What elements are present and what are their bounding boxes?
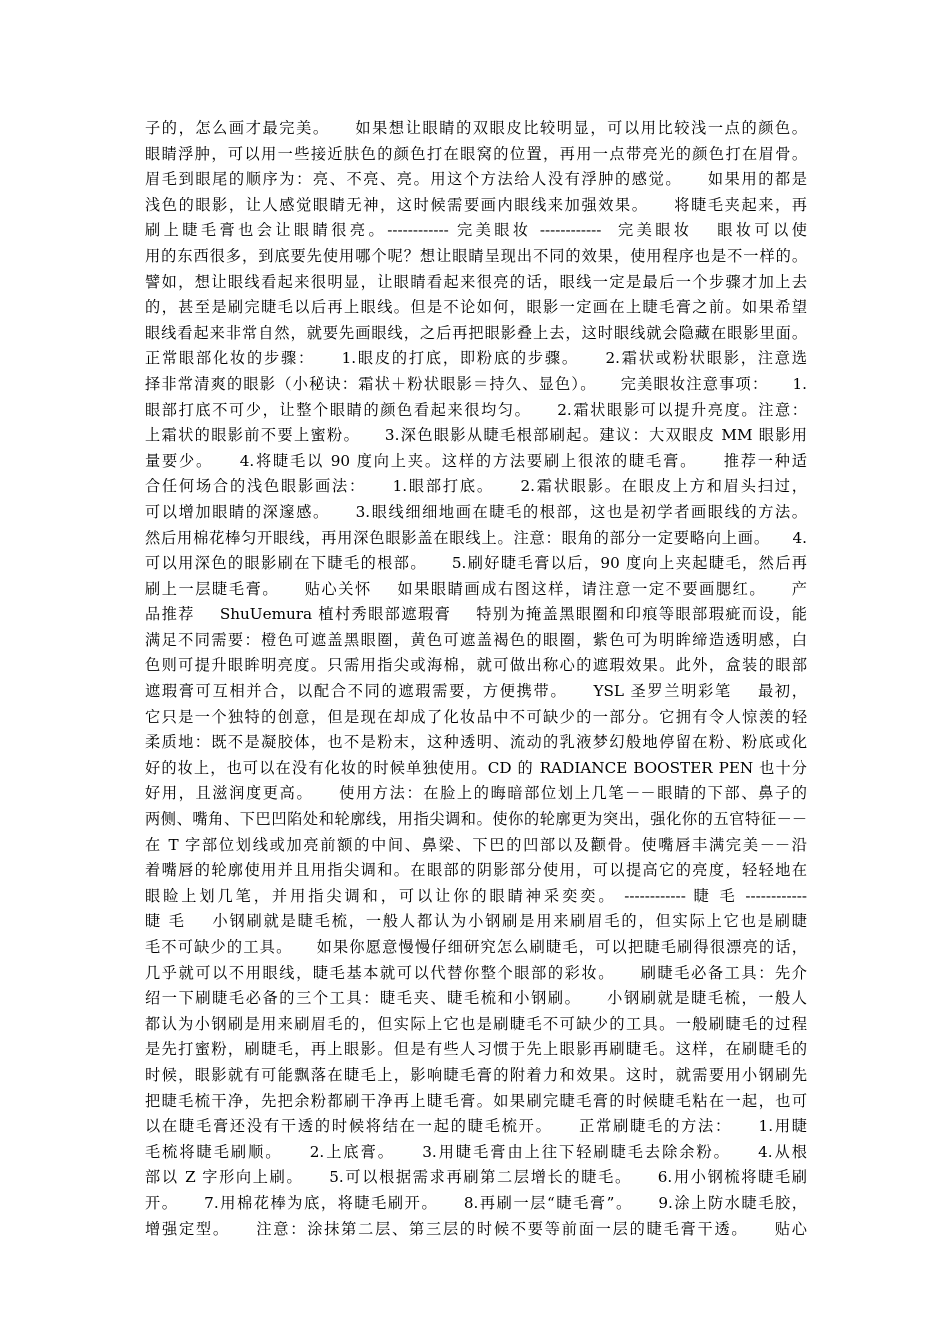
text-line: 遮瑕膏可互相并合，以配合不同的遮瑕需要，方便携带。 YSL 圣罗兰明彩笔 最初， xyxy=(145,682,807,701)
body-text xyxy=(145,116,807,1242)
text-line: 用的东西很多，到底要先使用哪个呢？想让眼睛呈现出不同的效果，使用程序也是不一样的。 xyxy=(145,246,807,265)
text-line: 增强定型。 注意：涂抹第二层、第三层的时候不要等前面一层的睫毛膏干透。 贴心 xyxy=(145,1219,807,1238)
text-line: 眼睑上划几笔，并用指尖调和，可以让你的眼睛神采奕奕。 ------------ 睫 毛 ------------ xyxy=(145,886,807,905)
text-line: 正常眼部化妆的步骤： 1.眼皮的打底，即粉底的步骤。 2.霜状或粉状眼影，注意选 xyxy=(145,349,807,368)
text-line: 两侧、嘴角、下巴凹陷处和轮廓线，用指尖调和。使你的轮廓更为突出，强化你的五官特征－－ xyxy=(145,810,807,829)
text-line: 好的妆上，也可以在没有化妆的时候单独使用。CD 的 RADIANCE BOOSTER PEN 也十分 xyxy=(145,758,807,777)
text-line: 在 T 字部位划线或加亮前额的中间、鼻梁、下巴的凹部以及颧骨。使嘴唇丰满完美－－沿 xyxy=(145,835,807,854)
text-line: 睫 毛 小钢刷就是睫毛梳，一般人都认为小钢刷是用来刷眉毛的，但实际上它也是刷睫 xyxy=(145,912,807,931)
text-line: 眉毛到眼尾的顺序为：亮、不亮、亮。用这个方法给人没有浮肿的感觉。 如果用的都是 xyxy=(145,170,807,189)
text-line: 满足不同需要：橙色可遮盖黑眼圈，黄色可遮盖褐色的眼圈，紫色可为明眸缔造透明感，白 xyxy=(145,630,807,649)
text-line: 开。 7.用棉花棒为底，将睫毛刷开。 8.再刷一层“睫毛膏”。 9.涂上防水睫毛胶， xyxy=(145,1193,807,1212)
text-line: 譬如，想让眼线看起来很明显，让眼睛看起来很亮的话，眼线一定是最后一个步骤才加上去 xyxy=(145,272,807,291)
text-line: 它只是一个独特的创意，但是现在却成了化妆品中不可缺少的一部分。它拥有令人惊羡的轻 xyxy=(145,707,807,726)
text-line: 毛梳将睫毛刷顺。 2.上底膏。 3.用睫毛膏由上往下轻刷睫毛去除余粉。 4.从根 xyxy=(145,1142,807,1161)
text-line: 刷上一层睫毛膏。 贴心关怀 如果眼睛画成右图这样，请注意一定不要画腮红。 产 xyxy=(145,579,807,598)
text-line: 可以增加眼睛的深邃感。 3.眼线细细地画在睫毛的根部，这也是初学者画眼线的方法。 xyxy=(145,502,807,521)
text-line: 绍一下刷睫毛必备的三个工具：睫毛夹、睫毛梳和小钢刷。 小钢刷就是睫毛梳，一般人 xyxy=(145,989,807,1008)
text-line: 以在睫毛膏还没有干透的时候将结在一起的睫毛梳开。 正常刷睫毛的方法： 1.用睫 xyxy=(145,1117,807,1136)
text-line: 眼睛浮肿，可以用一些接近肤色的颜色打在眼窝的位置，再用一点带亮光的颜色打在眉骨。 xyxy=(145,144,807,163)
text-line: 部以 Z 字形向上刷。 5.可以根据需求再刷第二层增长的睫毛。 6.用小钢梳将睫毛刷 xyxy=(145,1168,807,1187)
text-line: 品推荐 ShuUemura 植村秀眼部遮瑕膏 特别为掩盖黑眼圈和印痕等眼部瑕疵而设，能 xyxy=(145,605,807,624)
text-line: 几乎就可以不用眼线，睫毛基本就可以代替你整个眼部的彩妆。 刷睫毛必备工具：先介 xyxy=(145,963,807,982)
text-line: 刷上睫毛膏也会让眼睛很亮。------------ 完美眼妆 ------------ 完美眼妆 眼妆可以使 xyxy=(145,221,807,240)
text-line: 上霜状的眼影前不要上蜜粉。 3.深色眼影从睫毛根部刷起。建议：大双眼皮 MM 眼影用 xyxy=(145,426,807,445)
text-line: 眼部打底不可少，让整个眼睛的颜色看起来很均匀。 2.霜状眼影可以提升亮度。注意： xyxy=(145,400,807,419)
text-line: 色则可提升眼眸明亮度。只需用指尖或海棉，就可做出称心的遮瑕效果。此外，盒装的眼部 xyxy=(145,656,807,675)
text-line: 浅色的眼影，让人感觉眼睛无神，这时候需要画内眼线来加强效果。 将睫毛夹起来，再 xyxy=(145,195,807,214)
text-line: 眼线看起来非常自然，就要先画眼线，之后再把眼影叠上去，这时眼线就会隐藏在眼影里面。 xyxy=(145,323,807,342)
text-line: 毛不可缺少的工具。 如果你愿意慢慢仔细研究怎么刷睫毛，可以把睫毛刷得很漂亮的话， xyxy=(145,938,807,956)
text-line: 都认为小钢刷是用来刷眉毛的，但实际上它也是刷睫毛不可缺少的工具。一般刷睫毛的过程 xyxy=(145,1014,807,1033)
text-line: 的，甚至是刷完睫毛以后再上眼线。但是不论如何，眼影一定画在上睫毛膏之前。如果希望 xyxy=(145,298,807,317)
text-line: 着嘴唇的轮廓使用并且用指尖调和。在眼部的阴影部分使用，可以提高它的亮度，轻轻地在 xyxy=(145,861,807,880)
text-line: 然后用棉花棒匀开眼线，再用深色眼影盖在眼线上。注意：眼角的部分一定要略向上画。 4. xyxy=(145,528,807,547)
text-line: 时候，眼影就有可能飘落在睫毛上，影响睫毛膏的附着力和效果。这时，就需要用小钢刷先 xyxy=(145,1065,807,1084)
text-line: 好用，且滋润度更高。 使用方法：在脸上的晦暗部位划上几笔－－眼睛的下部、鼻子的 xyxy=(145,784,807,803)
text-line: 合任何场合的浅色眼影画法： 1.眼部打底。 2.霜状眼影。在眼皮上方和眉头扫过， xyxy=(145,477,807,496)
text-line: 量要少。 4.将睫毛以 90 度向上夹。这样的方法要刷上很浓的睫毛膏。 推荐一种适 xyxy=(145,451,807,470)
text-line: 柔质地：既不是凝胶体，也不是粉末，这种透明、流动的乳液梦幻般地停留在粉、粉底或化 xyxy=(145,733,807,752)
text-line: 子的，怎么画才最完美。 如果想让眼睛的双眼皮比较明显，可以用比较浅一点的颜色。 xyxy=(145,119,807,137)
text-line: 是先打蜜粉，刷睫毛，再上眼影。但是有些人习惯于先上眼影再刷睫毛。这样，在刷睫毛的 xyxy=(145,1040,807,1059)
text-line: 把睫毛梳干净，先把余粉都刷干净再上睫毛膏。如果刷完睫毛膏的时候睫毛粘在一起，也可 xyxy=(145,1091,807,1110)
text-line: 择非常清爽的眼影（小秘诀：霜状＋粉状眼影＝持久、显色）。 完美眼妆注意事项： 1. xyxy=(145,374,807,393)
text-line: 可以用深色的眼影刷在下睫毛的根部。 5.刷好睫毛膏以后，90 度向上夹起睫毛，然后再 xyxy=(145,554,807,573)
